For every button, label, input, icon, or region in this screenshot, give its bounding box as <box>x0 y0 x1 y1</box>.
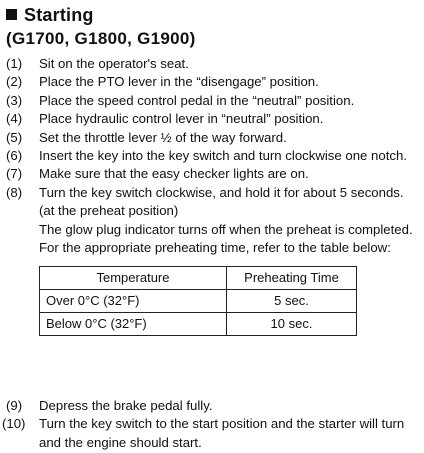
step-note: For the appropriate preheating time, refer to the table below: <box>39 240 391 256</box>
step-text: Turn the key switch to the start position and the starter will turn and the engine should start. <box>39 416 405 450</box>
step-text: Set the throttle lever ½ of the way forward. <box>39 129 287 145</box>
column-header-preheating-time: Preheating Time <box>227 267 357 290</box>
step-item <box>6 147 416 165</box>
step-item <box>6 55 416 73</box>
step-text: Turn the key switch clockwise, and hold it for about 5 seconds. (at the preheat position) <box>39 184 404 219</box>
step-number: (2) <box>6 74 23 90</box>
step-list-continued <box>2 397 416 452</box>
step-text: Insert the key into the key switch and turn clockwise one notch. <box>39 148 407 164</box>
step-item <box>6 129 416 147</box>
step-list <box>6 55 416 336</box>
step-text: Make sure that the easy checker lights are on. <box>39 166 309 182</box>
step-text: Depress the brake pedal fully. <box>39 398 213 413</box>
step-item <box>6 110 416 128</box>
column-header-temperature: Temperature <box>40 267 227 290</box>
table-cell-temperature: Below 0°C (32°F) <box>40 313 227 336</box>
table-header-row <box>40 267 357 290</box>
step-number: (7) <box>6 166 23 182</box>
step-number: (8) <box>6 184 23 200</box>
step-item <box>6 397 416 415</box>
step-text: Place hydraulic control lever in “neutral” position. <box>39 111 324 127</box>
step-item <box>6 165 416 183</box>
table-row <box>40 290 357 313</box>
model-list: (G1700, G1800, G1900) <box>6 29 196 48</box>
square-bullet-icon <box>6 9 17 20</box>
step-number: (3) <box>6 92 23 108</box>
table-cell-time: 5 sec. <box>227 290 357 313</box>
step-item <box>2 415 416 452</box>
step-number: (4) <box>6 111 23 127</box>
step-number: (10) <box>2 416 26 432</box>
step-item <box>6 92 416 110</box>
step-text: Place the PTO lever in the “disengage” position. <box>39 74 319 90</box>
preheat-table-container <box>39 266 357 336</box>
preheat-table <box>39 266 357 336</box>
section-heading <box>6 6 94 24</box>
table-cell-temperature: Over 0°C (32°F) <box>40 290 227 313</box>
table-cell-time: 10 sec. <box>227 313 357 336</box>
step-note: The glow plug indicator turns off when the preheat is completed. <box>39 221 413 237</box>
step-item <box>6 73 416 91</box>
section-title: Starting <box>24 5 94 25</box>
step-text: Sit on the operator's seat. <box>39 56 189 71</box>
step-number: (1) <box>6 56 23 71</box>
step-item <box>6 184 416 258</box>
table-row <box>40 313 357 336</box>
step-number: (5) <box>6 129 23 145</box>
step-number: (6) <box>6 148 23 164</box>
step-text: Place the speed control pedal in the “neutral” position. <box>39 92 355 108</box>
step-number: (9) <box>6 398 23 413</box>
